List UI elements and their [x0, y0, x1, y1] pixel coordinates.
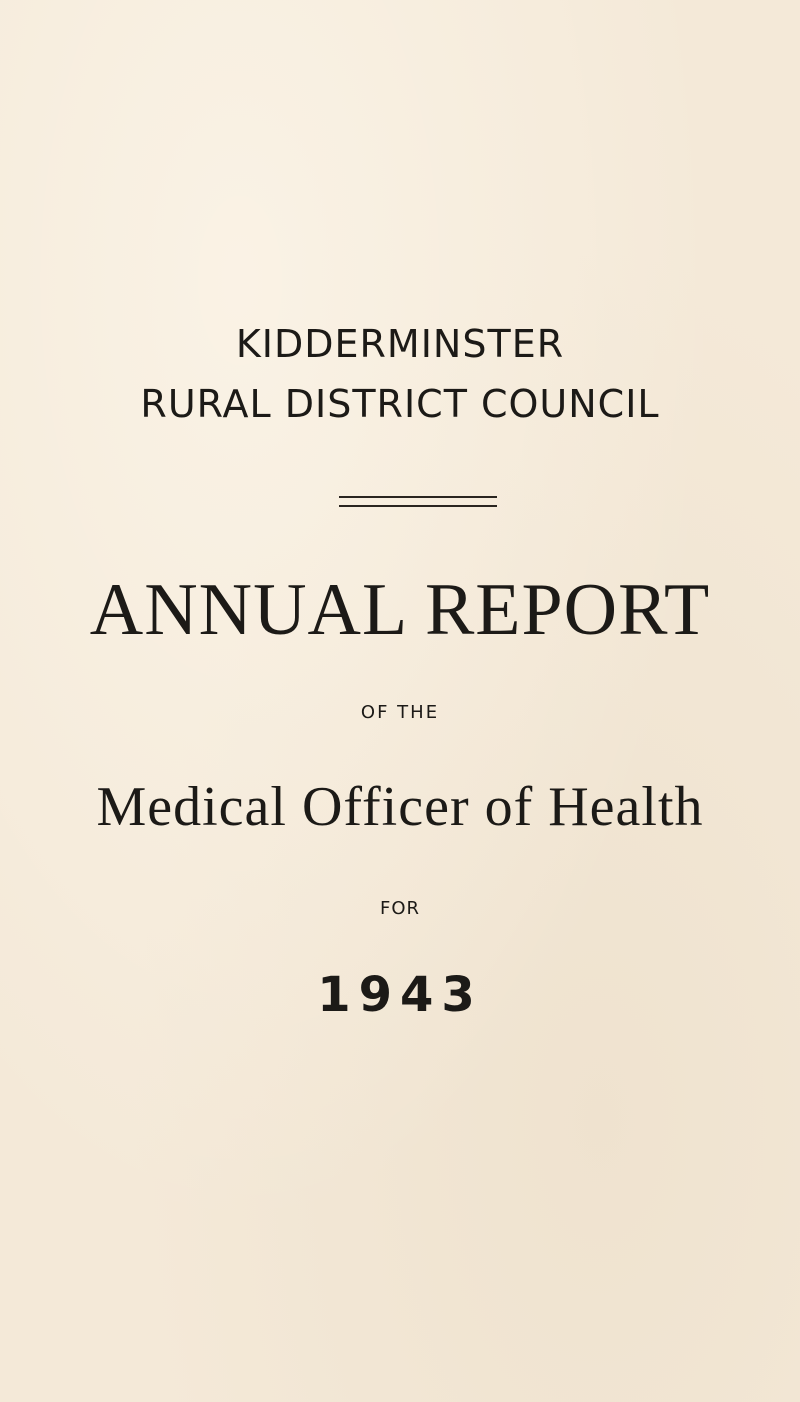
- officer-title: Medical Officer of Health: [96, 776, 704, 838]
- council-name-line-2: RURAL DISTRICT COUNCIL: [140, 382, 660, 426]
- double-rule-top: [339, 496, 497, 498]
- report-title: ANNUAL REPORT: [89, 569, 711, 651]
- of-the-label: OF THE: [360, 702, 440, 723]
- for-label: FOR: [379, 898, 421, 919]
- council-name-line-1: KIDDERMINSTER: [235, 322, 565, 366]
- report-year: 1943: [317, 967, 483, 1023]
- double-rule-bottom: [339, 505, 497, 507]
